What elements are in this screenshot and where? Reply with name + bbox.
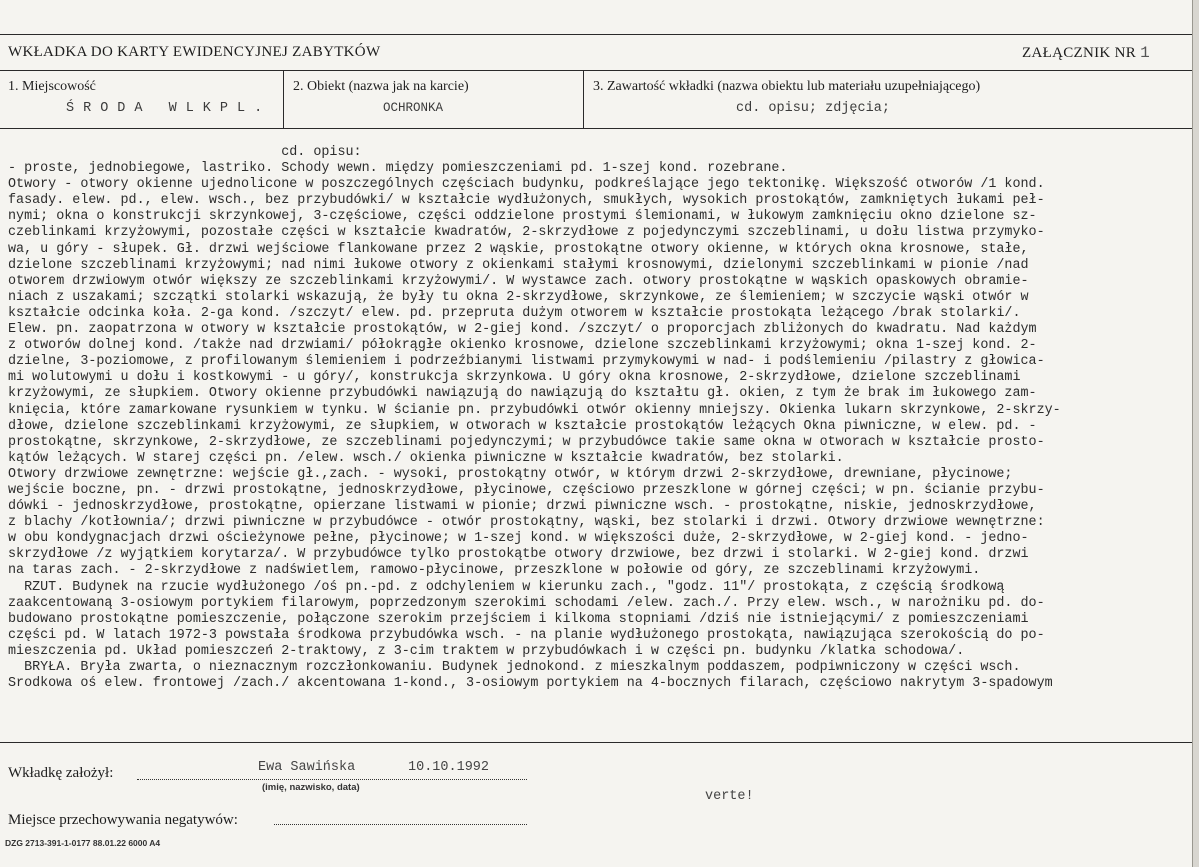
description-line: krzyżowymi, ze słupkiem. Otwory okienne przybudówki nawiązują do nawiązują do kształtu gł. okien, z tym że brak im łukowego zam- bbox=[8, 386, 1037, 402]
description-line: na taras zach. - 2-skrzydłowe z nadświetlem, ramowo-płycinowe, przeszklone w połowie od góry, ze szczeblinami krzyżowymi. bbox=[8, 563, 981, 579]
fields-rule bbox=[0, 128, 1192, 129]
description-line: skrzydłowe /z wyjątkiem korytarza/. W przybudówce tylko prostokątbe otwory drzwiowe, bez drzwi i stolarki. W 2-giej kond. drzwi bbox=[8, 547, 1029, 563]
description-text bbox=[8, 145, 1190, 692]
contents-label: 3. Zawartość wkładki (nazwa obiektu lub materiału uzupełniającego) bbox=[593, 79, 981, 94]
description-line: Środkowa oś elew. frontowej /zach./ akcentowana 1-kond., 3-osiowym portykiem na 4-bocznych filarach, częściowo nakrytym 3-spadowym bbox=[8, 676, 1053, 692]
description-line: otworem drzwiowym otwór większy ze szczeblinkami krzyżowymi/. W wystawce zach. otwory prostokątne w wąskich opaskowych obramie- bbox=[8, 273, 1029, 289]
object-label: 2. Obiekt (nazwa jak na karcie) bbox=[293, 79, 469, 94]
locality-label: 1. Miejscowość bbox=[8, 79, 96, 94]
description-line: prostokątne, skrzynkowe, 2-skrzydłowe, ze szczeblinami pojedynczymi; w przybudówce takie same okna w otworach w kształcie prosto- bbox=[8, 434, 1045, 450]
page-edge bbox=[1192, 0, 1199, 867]
inserted-by-line bbox=[137, 779, 527, 780]
description-line: z otworów dolnej kond. /także nad drzwiami/ półokrągłe okienko krosnowe, dzielone szczeblinkami krzyżowymi; okna 1-szej kond. 2- bbox=[8, 338, 1037, 354]
description-line: zaakcentowaną 3-osiowym portykiem filarowym, poprzedzonym szerokimi schodami /elew. zach./. Przy elew. wsch., w narożniku pd. do- bbox=[8, 595, 1045, 611]
header bbox=[0, 35, 1192, 69]
annex-number: 1 bbox=[1140, 44, 1150, 62]
description-line: knięcia, które zamarkowane rysunkiem w tynku. W ścianie pn. przybudówki otwór okienny mniejszy. Okienka lukarn skrzynkowe, 2-skrzy- bbox=[8, 402, 1061, 418]
description-line: dzielne, 3-poziomowe, z profilowanym ślemieniem i podrzeźbianymi listwami przymykowymi w nad- i podślemieniu /pilastry z głowica- bbox=[8, 354, 1045, 370]
body-bottom-rule bbox=[0, 742, 1192, 743]
description-line: wa, u góry - słupek. Gł. drzwi wejściowe flankowane przez 2 wąskie, prostokątne otwory okienne, w których okna krosnowe, stałe, bbox=[8, 241, 1029, 257]
description-line: cd. opisu: bbox=[8, 145, 362, 160]
field-divider-2 bbox=[583, 70, 584, 128]
print-code: DZG 2713-391-1-0177 88.01.22 6000 A4 bbox=[5, 838, 161, 848]
header-rule bbox=[0, 70, 1192, 71]
annex-label: ZAŁĄCZNIK NR bbox=[1022, 45, 1137, 61]
field-divider-1 bbox=[283, 70, 284, 128]
description-line: Otwory drzwiowe zewnętrzne: wejście gł.,zach. - wysoki, prostokątny otwór, w którym drzwi 2-skrzydłowe, drewniane, płycinowe; bbox=[8, 466, 1013, 482]
annex-label-group bbox=[1022, 44, 1150, 62]
inserted-date: 10.10.1992 bbox=[408, 760, 490, 775]
description-line: kształcie odcinka koła. 2-ga kond. /szczyt/ elew. pd. przepruta dużym otworem w kształcie prostokąta leżącego /brak stolarki/. bbox=[8, 305, 1021, 321]
description-line: dzielone szczeblinami krzyżowymi; nad nimi łukowe otwory z okienkami stałymi krosnowymi, dzielonymi szczeblinkami w pionie /nad bbox=[8, 257, 1029, 273]
description-line: - proste, jednobiegowe, lastriko. Schody wewn. między pomieszczeniami pd. 1-szej kond. rozebrane. bbox=[8, 161, 788, 177]
description-line: budowano prostokątne pomieszczenie, połączone szerokim przejściem i kilkoma stopniami /dziś nie istniejącymi/ z pomieszczeniami bbox=[8, 611, 1029, 627]
inserted-by-caption: (imię, nazwisko, data) bbox=[262, 782, 360, 793]
description-line: kątów leżących. W starej części pn. /elew. wsch./ okienka piwniczne w kształcie kwadratów, bez stolarki. bbox=[8, 450, 844, 466]
description-line: czeblinkami krzyżowymi, pozostałe części w kształcie kwadratów, 2-skrzydłowe z pojedynczymi szczeblinami, u dołu listwa przymyko- bbox=[8, 225, 1045, 241]
locality-value: ŚRODA WLKPL. bbox=[66, 101, 272, 116]
description-line: dówki - jednoskrzydłowe, prostokątne, opierzane listwami w pionie; drzwi piwniczne wsch. - prostokątne, niskie, jednoskrzydłowe, bbox=[8, 499, 1037, 515]
description-line: fasady. elew. pd., elew. wsch., bez przybudówki/ w kształcie wydłużonych, smukłych, wysokich prostokątów, zamkniętych łukami peł- bbox=[8, 193, 1045, 209]
inserted-by-label: Wkładkę założył: bbox=[8, 765, 114, 781]
description-line: Elew. pn. zaopatrzona w otwory w kształcie prostokątów, w 2-giej kond. /szczyt/ o proporcjach zbliżonych do kwadratu. Nad każdym bbox=[8, 322, 1037, 338]
description-line: dłowe, dzielone szczeblinkami krzyżowymi, ze słupkiem, w otworach w kształcie prostokątów leżących Okna piwniczne, w elew. pd. - bbox=[8, 418, 1037, 434]
verte-note: verte! bbox=[705, 789, 754, 804]
contents-value: cd. opisu; zdjęcia; bbox=[736, 101, 890, 116]
description-line: części pd. W latach 1972-3 powstała środkowa przybudówka wsch. - na planie wydłużonego prostokąta, nawiązująca szerokością do po- bbox=[8, 627, 1045, 643]
description-line: mieszczenia pd. Układ pomieszczeń 2-traktowy, z 3-cim traktem w przybudówkach i w części pn. budynku /klatka schodowa/. bbox=[8, 643, 965, 659]
description-line: Otwory - otwory okienne ujednolicone w poszczególnych częściach budynku, podkreślające jego tektonikę. Większość otworów /1 kond. bbox=[8, 177, 1045, 193]
inserted-by-name: Ewa Sawińska bbox=[258, 760, 356, 775]
object-value: OCHRONKA bbox=[383, 101, 444, 115]
description-line: wejście boczne, pn. - drzwi prostokątne, jednoskrzydłowe, płycinowe, częściowo przeszklone w górnej części; w pn. ścianie przybu- bbox=[8, 482, 1045, 498]
negatives-label: Miejsce przechowywania negatywów: bbox=[8, 812, 238, 828]
description-line: mi wolutowymi u dołu i kostkowymi - u góry/, konstrukcja skrzynkowa. U góry okna krosnowe, 2-skrzydłowe, dzielone szczeblinami bbox=[8, 370, 1021, 386]
description-line: BRYŁA. Bryła zwarta, o nieznacznym rozczłonkowaniu. Budynek jednokond. z mieszkalnym poddaszem, podpiwniczony w części wsch. bbox=[8, 660, 1021, 675]
description-line: w obu kondygnacjach drzwi ościeżynowe pełne, płycinowe; w 1-szej kond. w większości duże, 2-skrzydłowe, w 2-giej kond. - jedno- bbox=[8, 531, 1029, 547]
description-line: z blachy /kotłownia/; drzwi piwniczne w przybudówce - otwór prostokątny, wąski, bez stolarki i drzwi. Otwory drzwiowe wewnętrzne: bbox=[8, 515, 1045, 531]
description-line: RZUT. Budynek na rzucie wydłużonego /oś pn.-pd. z odchyleniem w kierunku zach., "godz. 11"/ prostokąta, z częścią środkową bbox=[8, 579, 1005, 595]
description-line: niach z uszakami; szczątki stolarki wskazują, że były tu okna 2-skrzydłowe, skrzynkowe, ze ślemieniem; w szczycie wąski otwór w bbox=[8, 289, 1029, 305]
description-line: nymi; okna o konstrukcji skrzynkowej, 3-częściowe, części oddzielone prostymi ślemionami, w łukowym zamknięciu okno dzielone sz- bbox=[8, 209, 1037, 225]
document-title: WKŁADKA DO KARTY EWIDENCYJNEJ ZABYTKÓW bbox=[8, 44, 381, 60]
negatives-line bbox=[274, 824, 527, 825]
